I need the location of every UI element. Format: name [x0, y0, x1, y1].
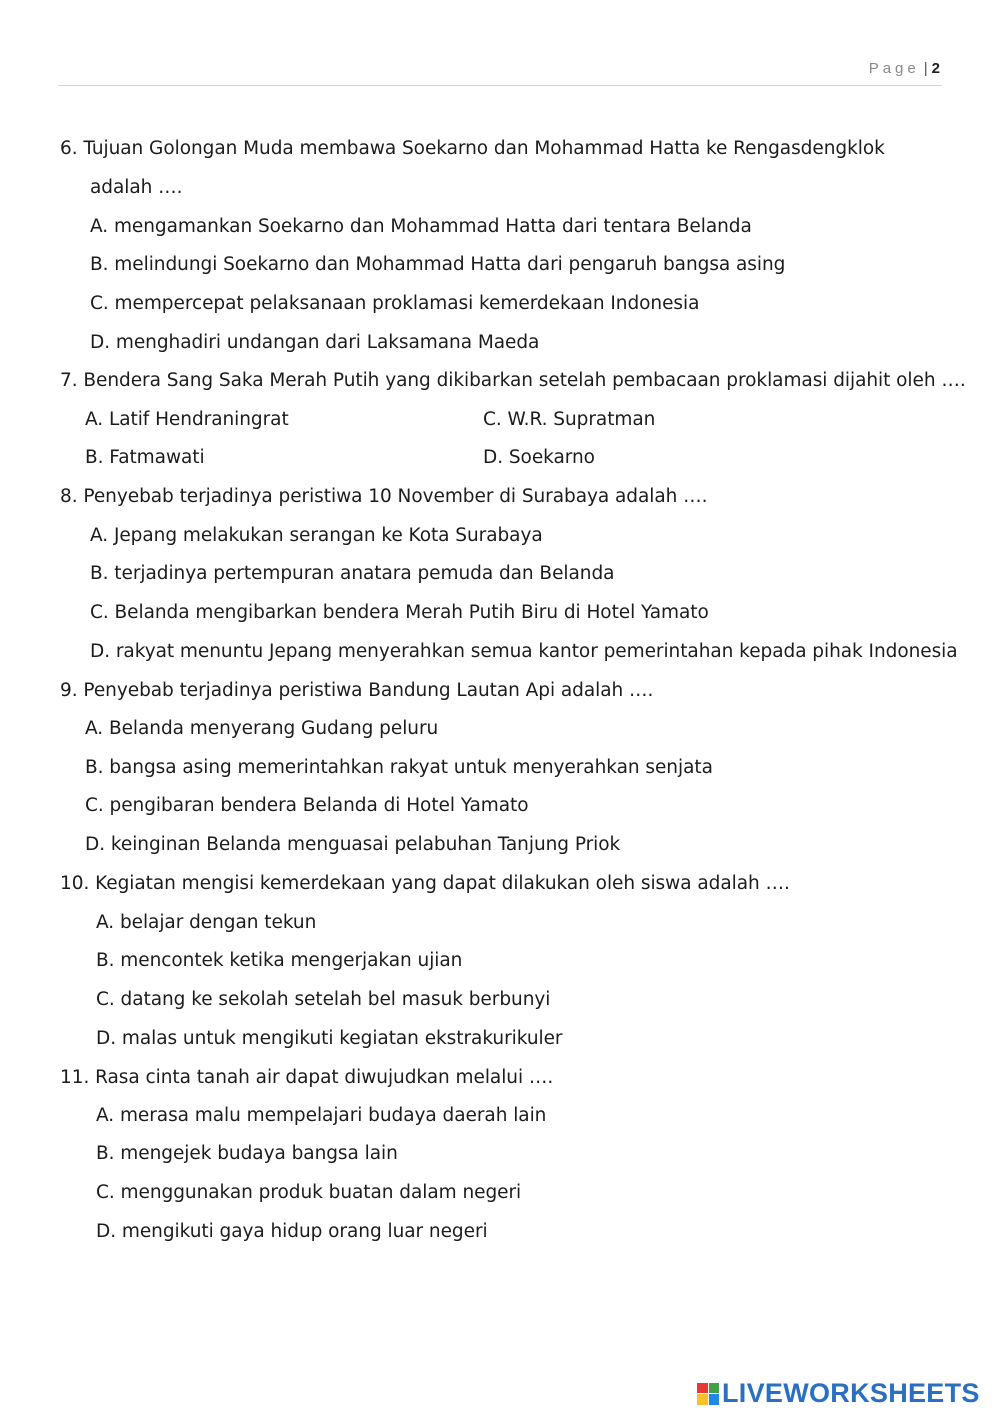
question-9-stem: 9. Penyebab terjadinya peristiwa Bandung Lautan Api adalah …. — [60, 680, 654, 701]
logo-square-blue — [709, 1394, 720, 1405]
question-7-option-c: C. W.R. Supratman — [483, 409, 656, 430]
page-separator: | — [923, 60, 928, 77]
question-11-option-b: B. mengejek budaya bangsa lain — [96, 1143, 398, 1164]
page-label: Page — [868, 60, 920, 77]
page-number: 2 — [931, 60, 940, 77]
question-10-stem: 10. Kegiatan mengisi kemerdekaan yang dapat dilakukan oleh siswa adalah …. — [60, 873, 790, 894]
question-6-option-c: C. mempercepat pelaksanaan proklamasi kemerdekaan Indonesia — [90, 293, 700, 314]
question-7-option-d: D. Soekarno — [483, 447, 595, 468]
header-rule — [58, 85, 942, 86]
question-8-option-a: A. Jepang melakukan serangan ke Kota Surabaya — [90, 525, 543, 546]
question-11-option-a: A. merasa malu mempelajari budaya daerah lain — [96, 1105, 547, 1126]
liveworksheets-logo-text: LIVEWORKSHEETS — [722, 1378, 980, 1408]
question-6-option-a: A. mengamankan Soekarno dan Mohammad Hatta dari tentara Belanda — [90, 216, 752, 237]
question-11-stem: 11. Rasa cinta tanah air dapat diwujudkan melalui …. — [60, 1067, 554, 1088]
question-8-option-c: C. Belanda mengibarkan bendera Merah Putih Biru di Hotel Yamato — [90, 602, 709, 623]
liveworksheets-logo-icon — [697, 1383, 719, 1405]
question-9-option-d: D. keinginan Belanda menguasai pelabuhan Tanjung Priok — [85, 834, 621, 855]
question-6-stem: 6. Tujuan Golongan Muda membawa Soekarno dan Mohammad Hatta ke Rengasdengklok — [60, 138, 885, 159]
page-header — [869, 60, 940, 77]
question-7-stem: 7. Bendera Sang Saka Merah Putih yang dikibarkan setelah pembacaan proklamasi dijahit oleh …. — [60, 370, 966, 391]
question-8-option-b: B. terjadinya pertempuran anatara pemuda dan Belanda — [90, 563, 615, 584]
logo-square-red — [697, 1383, 708, 1394]
question-9-option-c: C. pengibaran bendera Belanda di Hotel Yamato — [85, 795, 529, 816]
question-7-option-a: A. Latif Hendraningrat — [85, 409, 289, 430]
question-10-option-c: C. datang ke sekolah setelah bel masuk berbunyi — [96, 989, 551, 1010]
logo-square-yellow — [697, 1394, 708, 1405]
question-9-option-b: B. bangsa asing memerintahkan rakyat untuk menyerahkan senjata — [85, 757, 713, 778]
question-11-option-d: D. mengikuti gaya hidup orang luar negeri — [96, 1221, 488, 1242]
question-7-option-b: B. Fatmawati — [85, 447, 205, 468]
question-10-option-d: D. malas untuk mengikuti kegiatan ekstrakurikuler — [96, 1028, 563, 1049]
question-11-option-c: C. menggunakan produk buatan dalam negeri — [96, 1182, 522, 1203]
question-6-option-d: D. menghadiri undangan dari Laksamana Maeda — [90, 332, 540, 353]
question-8-option-d: D. rakyat menuntu Jepang menyerahkan semua kantor pemerintahan kepada pihak Indonesia — [90, 641, 958, 662]
question-10-option-b: B. mencontek ketika mengerjakan ujian — [96, 950, 463, 971]
liveworksheets-logo[interactable] — [697, 1378, 980, 1409]
logo-square-green — [709, 1383, 720, 1394]
question-10-option-a: A. belajar dengan tekun — [96, 912, 317, 933]
question-6-stem-continued: adalah …. — [90, 177, 183, 198]
question-6-option-b: B. melindungi Soekarno dan Mohammad Hatta dari pengaruh bangsa asing — [90, 254, 786, 275]
question-9-option-a: A. Belanda menyerang Gudang peluru — [85, 718, 439, 739]
question-8-stem: 8. Penyebab terjadinya peristiwa 10 November di Surabaya adalah …. — [60, 486, 708, 507]
